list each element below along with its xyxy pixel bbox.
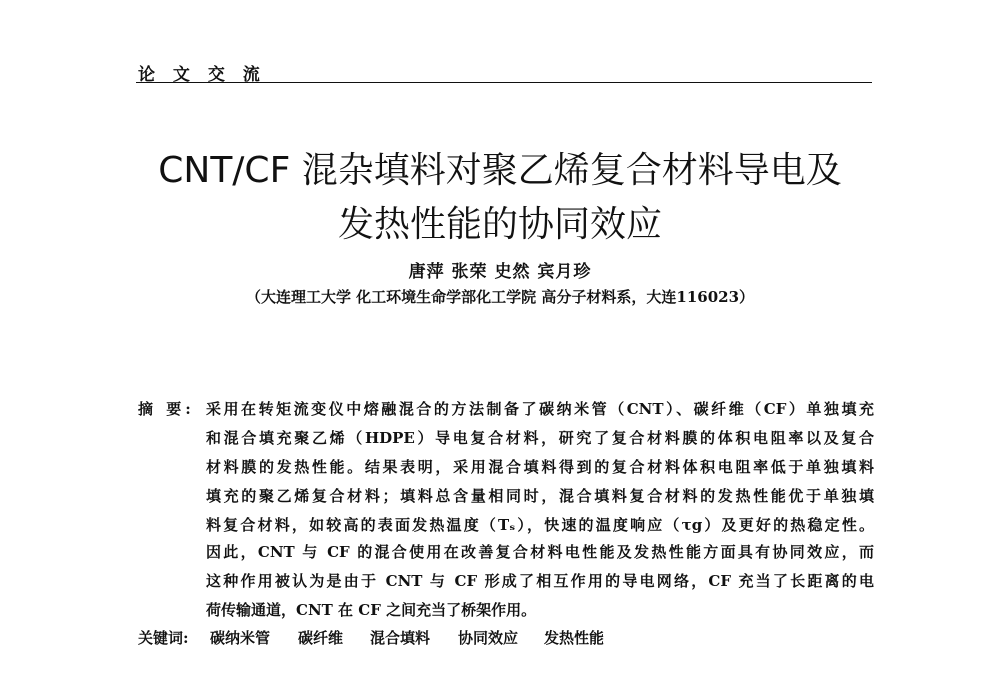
abstract-line: 料复合材料，如较高的表面发热温度（Tₛ），快速的温度响应（τg）及更好的热稳定性。	[206, 516, 874, 534]
abstract-line: 因此，CNT 与 CF 的混合使用在改善复合材料电性能及发热性能方面具有协同效应，而	[206, 543, 874, 561]
keyword: 协同效应	[458, 629, 519, 647]
paper-title-line-2: 发热性能的协同效应	[337, 204, 662, 245]
keyword: 碳纤维	[298, 629, 344, 647]
abstract-line: 这种作用被认为是由于 CNT 与 CF 形成了相互作用的导电网络，CF 充当了长距离的电	[206, 572, 874, 590]
abstract-line: 采用在转矩流变仪中熔融混合的方法制备了碳纳米管（CNT）、碳纤维（CF）单独填充	[206, 400, 874, 418]
abstract-line: 和混合填充聚乙烯（HDPE）导电复合材料，研究了复合材料膜的体积电阻率以及复合	[206, 429, 874, 447]
abstract-line: 填充的聚乙烯复合材料；填料总含量相同时，混合填料复合材料的发热性能优于单独填	[206, 487, 874, 505]
section-label: 论 文 交 流	[138, 65, 266, 85]
keywords-label: 关键词:	[138, 629, 189, 647]
keyword: 发热性能	[544, 629, 605, 647]
abstract-line: 材料膜的发热性能。结果表明，采用混合填料得到的复合材料体积电阻率低于单独填料	[206, 458, 874, 476]
header-rule	[136, 82, 872, 83]
authors: 唐萍 张荣 史然 宾月珍	[408, 262, 592, 282]
keyword: 混合填料	[370, 629, 431, 647]
paper-title-line-1: CNT/CF 混杂填料对聚乙烯复合材料导电及	[158, 150, 842, 191]
affiliation: （大连理工大学 化工环境生命学部化工学院 高分子材料系，大连116023）	[245, 288, 755, 306]
abstract-label: 摘 要:	[138, 400, 195, 418]
keyword: 碳纳米管	[210, 629, 271, 647]
abstract-line: 荷传输通道，CNT 在 CF 之间充当了桥架作用。	[206, 601, 537, 619]
